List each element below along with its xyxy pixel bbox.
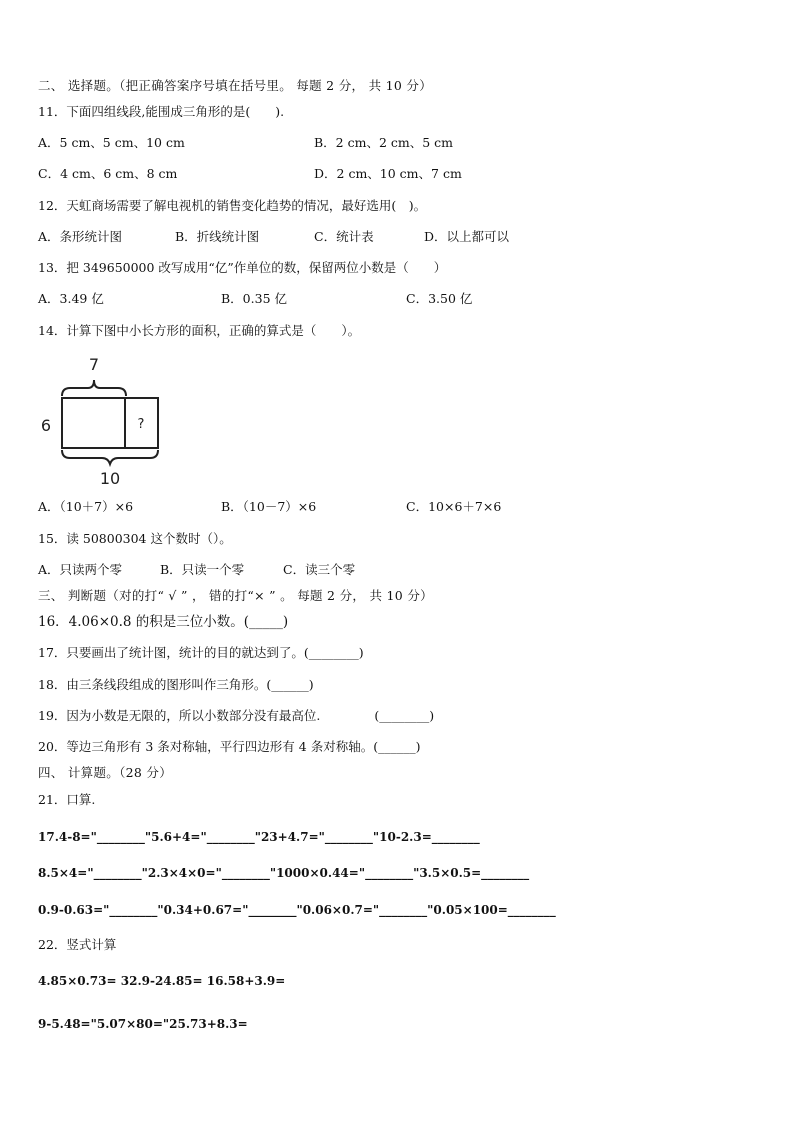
q21-row-2: 8.5×4="________"2.3×4×0="________"1000×0.44="________"3.5×0.5=________ — [38, 866, 530, 880]
q12-option-d: D．以上都可以 — [424, 229, 510, 244]
q22-row-1: 4.85×0.73= 32.9-24.85= 16.58+3.9= — [38, 974, 286, 988]
q14-rectangle-figure — [36, 352, 166, 488]
top-brace — [62, 380, 126, 396]
unknown-mark: ? — [137, 417, 145, 432]
section-4-title: 四、 计算题。（28 分） — [38, 765, 173, 780]
q12-option-b: B．折线统计图 — [175, 229, 260, 244]
q12-stem: 12．天虹商场需要了解电视机的销售变化趋势的情况，最好选用( )。 — [38, 198, 427, 213]
bottom-brace — [62, 450, 158, 464]
q11-option-d: D．2 cm、10 cm、7 cm — [314, 166, 462, 181]
left-length-label: 6 — [40, 416, 52, 435]
q22-row-2: 9-5.48="5.07×80="25.73+8.3= — [38, 1017, 248, 1031]
section-2-title: 二、 选择题。（把正确答案序号填在括号里。 每题 2 分， 共 10 分） — [38, 78, 433, 93]
q11-option-a: A．5 cm、5 cm、10 cm — [38, 135, 185, 150]
q15-option-a: A．只读两个零 — [38, 562, 123, 577]
q14-stem: 14．计算下图中小长方形的面积，正确的算式是（ ）。 — [38, 323, 361, 338]
q16-statement: 16．4.06×0.8 的积是三位小数。(_____) — [38, 614, 289, 630]
q13-stem: 13．把 349650000 改写成用“亿”作单位的数，保留两位小数是（ ） — [38, 260, 447, 275]
q13-option-b: B．0.35 亿 — [221, 291, 287, 306]
q17-statement: 17．只要画出了统计图，统计的目的就达到了。(________) — [38, 645, 364, 660]
q12-option-c: C．统计表 — [314, 229, 374, 244]
q15-stem: 15．读 50800304 这个数时（）。 — [38, 531, 232, 546]
q21-stem: 21．口算. — [38, 792, 96, 807]
q14-option-a: A．（10＋7）×6 — [38, 499, 134, 514]
q15-option-c: C．读三个零 — [283, 562, 356, 577]
q11-option-c: C．4 cm、6 cm、8 cm — [38, 166, 178, 181]
q19-statement: 19．因为小数是无限的，所以小数部分没有最高位. (________) — [38, 708, 435, 723]
q11-stem: 11．下面四组线段,能围成三角形的是( ). — [38, 104, 285, 119]
q22-stem: 22．竖式计算 — [38, 937, 117, 952]
q12-option-a: A．条形统计图 — [38, 229, 123, 244]
q11-option-b: B．2 cm、2 cm、5 cm — [314, 135, 454, 150]
q15-option-b: B．只读一个零 — [160, 562, 245, 577]
q13-option-a: A．3.49 亿 — [38, 291, 104, 306]
q14-option-c: C．10×6＋7×6 — [406, 499, 502, 514]
q14-option-b: B．（10－7）×6 — [221, 499, 317, 514]
section-3-title: 三、 判断题（对的打“ √ ” ， 错的打“× ” 。 每题 2 分， 共 10 分） — [38, 588, 433, 603]
q13-option-c: C．3.50 亿 — [406, 291, 473, 306]
q18-statement: 18．由三条线段组成的图形叫作三角形。(______) — [38, 677, 314, 692]
top-length-label: 7 — [88, 355, 100, 374]
q20-statement: 20．等边三角形有 3 条对称轴，平行四边形有 4 条对称轴。(______) — [38, 739, 421, 754]
bottom-length-label: 10 — [99, 469, 121, 488]
q21-row-3: 0.9-0.63="________"0.34+0.67="________"0.06×0.7="________"0.05×100=________ — [38, 903, 556, 917]
q21-row-1: 17.4-8="________"5.6+4="________"23+4.7="________"10-2.3=________ — [38, 830, 480, 844]
